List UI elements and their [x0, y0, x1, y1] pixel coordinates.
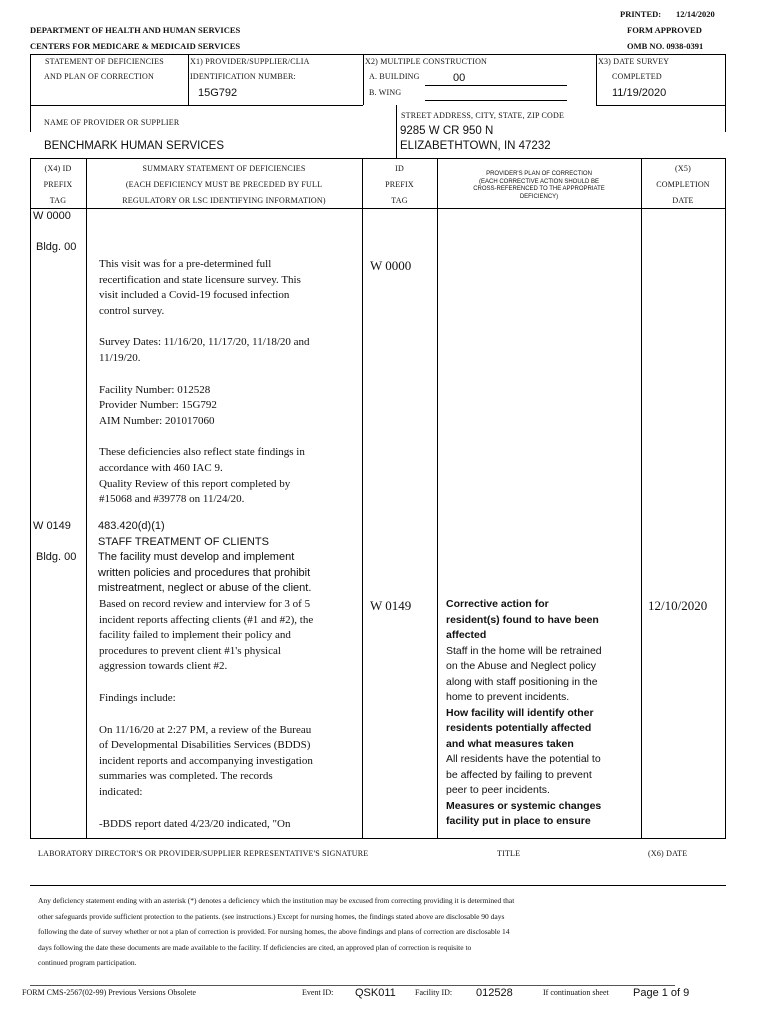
plan-of-correction: Corrective action for resident(s) found to have been affected Staff in the home will be retrained on the Abuse and Neglect policy along with staff positioning in the home to prevent incidents. How facility will identify other residents potentially affected and what measures taken All residents have the potential to be affected by failing to prevent peer to peer incidents. Measures or systemic changes facility put in place to ensure — [446, 598, 602, 827]
facility-numbers: Facility Number: 012528 Provider Number: 15G792 AIM Number: 201017060 — [99, 383, 217, 427]
facility-id-value: 012528 — [476, 987, 513, 999]
plan-header: PROVIDER'S PLAN OF CORRECTION (EACH CORRECTIVE ACTION SHOULD BE CROSS-REFERENCED TO THE APPROPRIATE DEFICIENCY) — [473, 171, 605, 200]
continuation-label: If continuation sheet — [543, 988, 609, 997]
id-header-1: ID — [395, 164, 404, 173]
x5-header-2: COMPLETION — [656, 180, 710, 189]
facility-id-label: Facility ID: — [415, 988, 453, 997]
printed-label: PRINTED: — [620, 9, 662, 19]
bldg-label-1: Bldg. 00 — [36, 241, 77, 253]
regulation-text: 483.420(d)(1) STAFF TREATMENT OF CLIENTS The facility must develop and implement written policies and procedures that prohibit mistreatment, neglect or abuse of the client. — [98, 520, 312, 595]
title-label: TITLE — [497, 849, 521, 858]
x1-label-2: IDENTIFICATION NUMBER: — [190, 72, 296, 81]
statement-label-2: AND PLAN OF CORRECTION — [44, 72, 154, 81]
bdds-review: On 11/16/20 at 2:27 PM, a review of the Bureau of Developmental Disabilities Services (BDDS) incident reports and accompanying investigation summaries was completed. The records indicated: — [99, 723, 313, 798]
printed-date: 12/14/2020 — [676, 9, 715, 19]
x2-label: X2) MULTIPLE CONSTRUCTION — [365, 57, 488, 66]
bldg-label-2: Bldg. 00 — [36, 551, 77, 563]
finding-summary: Based on record review and interview for 3 of 5 incident reports affecting clients (#1 and #2), the facility failed to implement their policy and procedures to prevent client #1's physical aggression towards client #2. — [99, 598, 314, 673]
provider-name-label: NAME OF PROVIDER OR SUPPLIER — [44, 118, 180, 127]
x4-header-3: TAG — [49, 196, 67, 205]
event-id-label: Event ID: — [302, 988, 334, 997]
x5-header-1: (X5) — [675, 164, 691, 173]
address-label: STREET ADDRESS, CITY, STATE, ZIP CODE — [401, 111, 565, 120]
provider-name-value: BENCHMARK HUMAN SERVICES — [44, 140, 224, 152]
page-number: Page 1 of 9 — [633, 987, 690, 999]
survey-dates: Survey Dates: 11/16/20, 11/17/20, 11/18/20 and 11/19/20. — [99, 336, 310, 364]
bdds-report: -BDDS report dated 4/23/20 indicated, "On — [99, 817, 291, 830]
deficiency-footnote: Any deficiency statement ending with an asterisk (*) denotes a deficiency which the institution may be excused from correcting providing it is determined that other safeguards provide sufficient protection to the patients. (see instructions.) Except for nursing homes, the findings stated above are disclosable 90 days following the date of survey whether or not a plan of correction is provided. For nursing homes, the above findings and plans of correction are disclosable 14 days following the date these documents are made available to the facility. If deficiencies are cited, an approved plan of correction is requisite to continued program participation. — [38, 896, 515, 967]
summary-header-3: REGULATORY OR LSC IDENTIFYING INFORMATION) — [122, 196, 326, 205]
date-label: (X6) DATE — [648, 849, 688, 858]
id-header-2: PREFIX — [385, 180, 414, 189]
findings-include: Findings include: — [99, 691, 176, 704]
building-value: 00 — [453, 72, 466, 84]
building-label: A. BUILDING — [369, 72, 420, 81]
address-line-1: 9285 W CR 950 N — [400, 125, 494, 137]
event-id-value: QSK011 — [355, 987, 396, 999]
centers-title: CENTERS FOR MEDICARE & MEDICAID SERVICES — [30, 41, 241, 51]
x1-label-1: X1) PROVIDER/SUPPLIER/CLIA — [190, 57, 310, 66]
tag-w0149: W 0149 — [33, 520, 71, 532]
department-title: DEPARTMENT OF HEALTH AND HUMAN SERVICES — [30, 25, 241, 35]
director-signature-label: LABORATORY DIRECTOR'S OR PROVIDER/SUPPLIER REPRESENTATIVE'S SIGNATURE — [38, 849, 369, 858]
x4-header-2: PREFIX — [43, 180, 73, 189]
summary-header-2: (EACH DEFICIENCY MUST BE PRECEDED BY FULL — [125, 180, 323, 189]
x3-label-2: COMPLETED — [612, 72, 662, 81]
form-number: FORM CMS-2567(02-99) Previous Versions Obsolete — [22, 988, 197, 997]
summary-header-1: SUMMARY STATEMENT OF DEFICIENCIES — [142, 164, 306, 173]
completion-date: 12/10/2020 — [648, 598, 708, 613]
statement-label-1: STATEMENT OF DEFICIENCIES — [45, 57, 164, 66]
id-tag-w0149: W 0149 — [370, 598, 412, 613]
x4-header-1: (X4) ID — [44, 164, 72, 173]
id-tag-w0000: W 0000 — [370, 258, 412, 273]
address-line-2: ELIZABETHTOWN, IN 47232 — [400, 140, 551, 152]
summary-w0000 — [99, 257, 359, 524]
x5-header-3: DATE — [672, 196, 694, 205]
summary-intro: This visit was for a pre-determined full recertification and state licensure survey. This visit included a Covid-19 focused infection control survey. — [99, 258, 301, 317]
survey-date-value: 11/19/2020 — [612, 87, 667, 99]
state-findings: These deficiencies also reflect state findings in accordance with 460 IAC 9. Quality Review of this report completed by #15068 and #39778 on 11/24/20. — [99, 446, 305, 506]
wing-label: B. WING — [369, 88, 402, 97]
form-approved: FORM APPROVED — [627, 25, 702, 35]
tag-w0000: W 0000 — [33, 210, 71, 222]
id-header-3: TAG — [391, 196, 408, 205]
provider-id-value: 15G792 — [198, 87, 238, 99]
omb-number: OMB NO. 0938-0391 — [627, 41, 704, 51]
x3-label-1: X3) DATE SURVEY — [598, 57, 670, 66]
summary-w0149 — [99, 597, 361, 848]
